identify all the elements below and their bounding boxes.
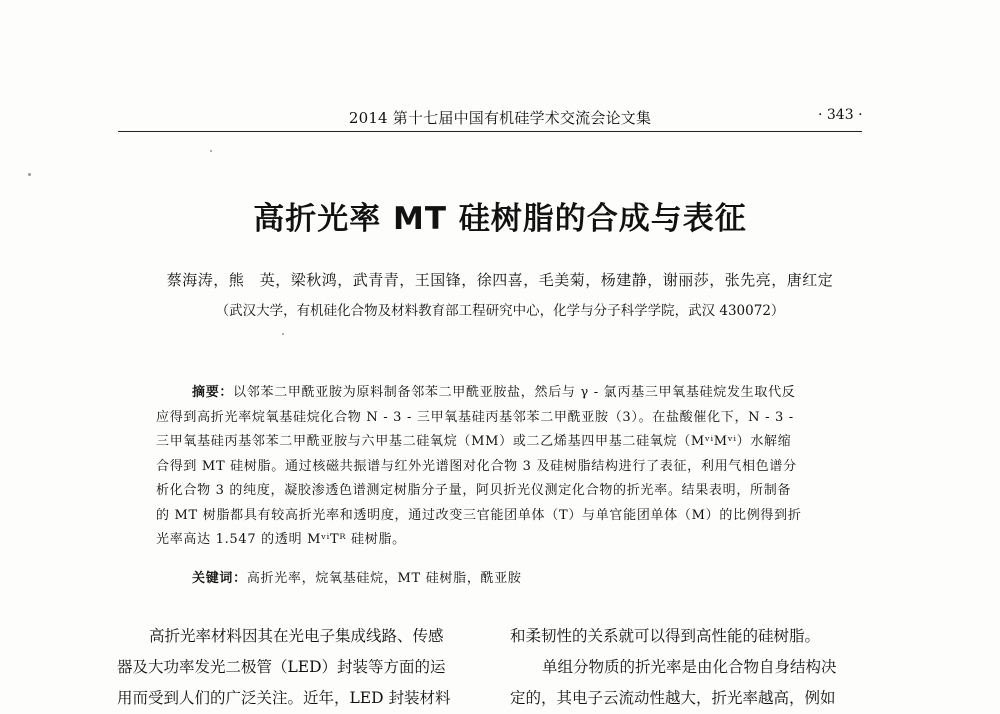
scan-speck: [28, 173, 31, 176]
body-line: 单组分物质的折光率是由化合物自身结构决: [542, 658, 837, 676]
abstract-line: 析化合物 3 的纯度，凝胶渗透色谱测定树脂分子量，阿贝折光仪测定化合物的折光率。结果表明，所制备: [156, 483, 792, 498]
abstract-line: 的 MT 树脂都具有较高折光率和透明度，通过改变三官能团单体（T）与单官能团单体（M）的比例得到折: [156, 507, 802, 523]
body-line: 定的，其电子云流动性越大，折光率越高，例如: [510, 689, 836, 707]
abstract-line: 合得到 MT 硅树脂。通过核磁共振谱与红外光谱图对化合物 3 及硅树脂结构进行了表征，利用气相色谱分: [156, 458, 797, 474]
abstract-label: 摘要：: [192, 385, 234, 400]
body-line: 和柔韧性的关系就可以得到高性能的硅树脂。: [510, 627, 821, 645]
affiliation: （武汉大学，有机硅化合物及材料教育部工程研究中心，化学与分子科学学院，武汉 430072）: [215, 303, 785, 319]
scan-speck: [282, 333, 284, 335]
body-line: 高折光率材料因其在光电子集成线路、传感: [149, 627, 444, 645]
paper-title: 高折光率 MT 硅树脂的合成与表征: [253, 201, 747, 237]
body-line: 器及大功率发光二极管（LED）封装等方面的运: [117, 658, 446, 676]
page-number: · 343 ·: [818, 107, 863, 123]
abstract-line: 应得到高折光率烷氧基硅烷化合物 N - 3 - 三甲氧基硅丙基邻苯二甲酰亚胺（3）。在盐酸催化下，N - 3 -: [156, 409, 794, 425]
keywords-line: [192, 567, 842, 586]
body-column-right: [510, 621, 882, 714]
author-list: 蔡海涛，熊 英，梁秋鸿，武青青，王国锋，徐四喜，毛美菊，杨建静，谢丽莎，张先亮，唐红定: [166, 271, 834, 289]
abstract-block: [156, 381, 846, 553]
header-rule: [118, 131, 862, 132]
body-line: 用而受到人们的广泛关注。近年，LED 封装材料: [117, 689, 451, 707]
keywords-text: 高折光率，烷氧基硅烷，MT 硅树脂，酰亚胺: [246, 571, 522, 586]
abstract-line: 三甲氧基硅丙基邻苯二甲酰亚胺与六甲基二硅氧烷（MM）或二乙烯基四甲基二硅氧烷（MᵛⁱMᵛⁱ）水解缩: [156, 434, 792, 449]
keywords-label: 关键词：: [192, 571, 247, 586]
abstract-line: 摘要：以邻苯二甲酰亚胺为原料制备邻苯二甲酰亚胺盐，然后与 γ - 氯丙基三甲氧基硅烷发生取代反: [156, 381, 846, 406]
running-header: 2014 第十七届中国有机硅学术交流会论文集: [348, 109, 652, 127]
abstract-line: 光率高达 1.547 的透明 MᵛⁱTᴿ 硅树脂。: [156, 532, 406, 547]
scan-speck: [210, 150, 212, 152]
body-column-left: [117, 621, 489, 714]
